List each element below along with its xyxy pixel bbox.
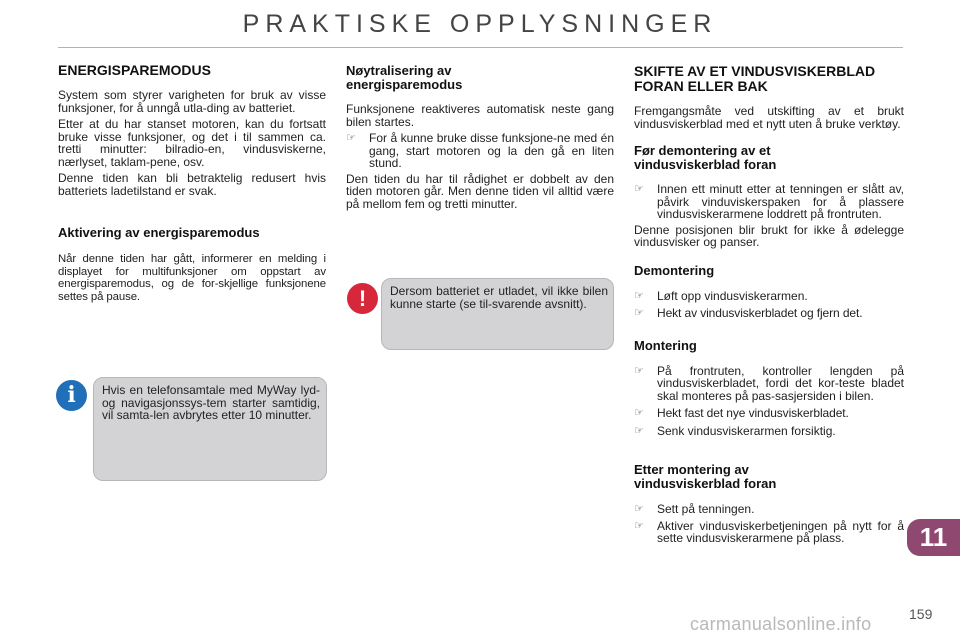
pointing-hand-icon: ☞ [634,183,644,195]
pointing-hand-icon: ☞ [634,519,644,532]
after-installation-bullets [634,503,904,545]
before-removal-bullets [634,183,904,221]
warning-icon: ! [347,283,378,314]
warning-note-box [381,278,614,350]
energy-saving-paragraph-1: System som styrer varigheten for bruk av visse funksjoner, for å unngå utla-ding av batteriet. [58,88,326,115]
neutralisation-paragraph-2: Den tiden du har til rådighet er dobbelt av den tiden motoren går. Men denne tiden vil alltid være på mellom fem og tretti minutter. [346,171,614,211]
activation-heading: Aktivering av energisparemodus [58,225,260,240]
neutralisation-heading: Nøytralisering av energisparemodus [346,63,463,92]
list-item: ☞ Senk vindusviskerarmen forsiktig. [634,423,836,438]
page-title: PRAKTISKE OPPLYSNINGER [242,10,718,38]
list-item: ☞ Løft opp vindusviskerarmen. [634,288,808,303]
info-note-box [93,377,327,481]
chapter-tab: 11 [907,519,960,556]
pointing-hand-icon: ☞ [346,132,356,144]
before-removal-heading: Før demontering av et vindusviskerblad foran [634,143,777,172]
watermark: carmanualsonline.info [690,614,872,634]
pointing-hand-icon: ☞ [634,307,644,319]
pointing-hand-icon: ☞ [634,289,644,302]
energy-saving-paragraph-3: Denne tiden kan bli betraktelig redusert hvis batteriets ladetilstand er svak. [58,171,326,198]
pointing-hand-icon: ☞ [634,424,644,437]
removal-bullets [634,290,904,320]
before-removal-paragraph: Denne posisjonen blir brukt for ikke å ødelegge vindusvisker og panser. [634,222,904,249]
page-number: 159 [909,606,933,622]
column-wiper-blade [634,60,904,545]
list-item: ☞ Hekt av vindusviskerbladet og fjern det. [634,306,863,320]
neutralisation-bullets [346,132,614,170]
activation-paragraph: Når denne tiden har gått, informerer en melding i displayet for multifunksjoner om oppstart av energisparemodus, og de for-skjellige funksjonene settes på pause. [58,253,326,303]
column-energy-saving [58,60,326,303]
title-divider [58,47,903,48]
list-item: ☞ På frontruten, kontroller lengden på vindusviskerbladet, fordi det kor-teste bladet skal monteres på pas-sasjersiden i bilen. [634,363,904,403]
wiper-blade-heading: SKIFTE AV ET VINDUSVISKERBLAD FORAN ELLER BAK [634,63,876,94]
installation-heading: Montering [634,337,697,353]
energy-saving-paragraph-2: Etter at du har stanset motoren, kan du fortsatt bruke visse funksjoner, og det i til sammen ca. tretti minutter: bilradio-en, vindusviskerne, nærlyset, taklam-pene, osv. [58,117,326,169]
neutralisation-paragraph-1: Funksjonene reaktiveres automatisk neste gang bilen startes. [346,102,614,129]
list-item: ☞ For å kunne bruke disse funksjone-ne med én gang, start motoren og la den gå en liten stund. [346,131,614,170]
column-neutralisation [346,60,614,210]
pointing-hand-icon: ☞ [634,407,644,419]
info-icon: i [56,380,87,411]
info-note-text: Hvis en telefonsamtale med MyWay lyd- og navigasjonssys-tem starter samtidig, vil samta-len avbrytes etter 10 minutter. [102,383,320,422]
after-installation-heading: Etter montering av vindusviskerblad foran [634,462,777,491]
energy-saving-heading: ENERGISPAREMODUS [58,62,211,78]
wiper-intro-paragraph: Fremgangsmåte ved utskifting av et brukt vindusviskerblad med et nytt uten å bruke verktøy. [634,104,904,131]
pointing-hand-icon: ☞ [634,503,644,515]
list-item: ☞ Aktiver vindusviskerbetjeningen på nytt for å sette vindusviskerarmene på plass. [634,518,904,545]
removal-heading: Demontering [634,262,715,278]
list-item: ☞ Innen ett minutt etter at tenningen er slått av, påvirk vinduviskerspaken for å plassere vindusviskerarmene loddrett på frontruten. [634,182,904,221]
installation-bullets [634,365,904,438]
warning-note-text: Dersom batteriet er utladet, vil ikke bilen kunne starte (se til-svarende avsnitt). [390,284,608,311]
list-item: ☞ Hekt fast det nye vindusviskerbladet. [634,406,849,420]
pointing-hand-icon: ☞ [634,364,644,377]
list-item: ☞ Sett på tenningen. [634,502,755,516]
